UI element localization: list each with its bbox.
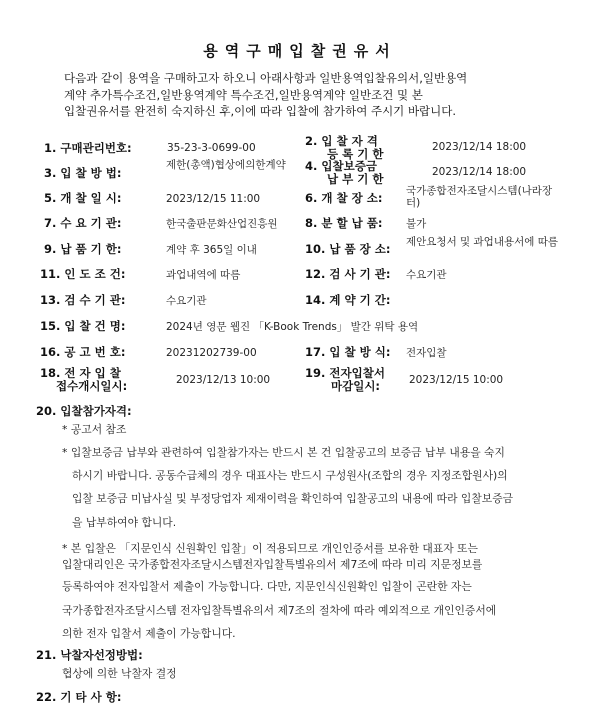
item-4-value: 2023/12/14 18:00 [432, 166, 527, 178]
item-12-value: 수요기관 [406, 269, 447, 281]
section-20-line: 등록하여야 전자입찰서 제출이 가능합니다. 다만, 지문인식신원확인 입찰이 곤란한 자는 [62, 580, 472, 593]
item-15-value: 2024년 영문 웹진 「K-Book Trends」 발간 위탁 용역 [166, 321, 419, 333]
item-19-label: 19. 전자입찰서 마감일시: [305, 366, 385, 393]
item-17-value: 전자입찰 [406, 347, 447, 359]
item-1-label: 1. 구매관리번호: [44, 141, 132, 155]
document-title: 용역구매입찰권유서 [203, 42, 397, 60]
section-20-line: 을 납부하여야 합니다. [72, 516, 177, 529]
item-2-value: 2023/12/14 18:00 [432, 141, 527, 153]
item-17-label: 17. 입 찰 방 식: [305, 345, 391, 359]
section-20-line: * 입찰보증금 납부와 관련하여 입찰참가자는 반드시 본 건 입찰공고의 보증금 납부 내용을 숙지 [62, 446, 505, 459]
item-13-label: 13. 검 수 기 관: [40, 293, 126, 307]
section-21-line: 협상에 의한 낙찰자 결정 [62, 667, 177, 680]
item-13-value: 수요기관 [166, 295, 207, 307]
intro-line: 입찰권유서를 완전히 숙지하신 후,이에 따라 입찰에 참가하여 주시기 바랍니다. [64, 104, 457, 118]
item-18-label: 18. 전 자 입 찰 접수개시일시: [40, 366, 128, 393]
item-5-label: 5. 개 찰 일 시: [44, 191, 122, 205]
item-12-label: 12. 검 사 기 관: [305, 267, 391, 281]
item-2-label: 2. 입 찰 자 격 등 록 기 한 [305, 134, 384, 161]
item-4-label: 4. 입찰보증금 납 부 기 한 [305, 159, 384, 186]
item-8-label: 8. 분 할 납 품: [305, 216, 383, 230]
intro-line: 계약 추가특수조건,일반용역계약 특수조건,일반용역계약 일반조건 및 본 [64, 87, 423, 102]
item-16-label: 16. 공 고 번 호: [40, 345, 126, 359]
item-6-label: 6. 개 찰 장 소: [305, 191, 383, 205]
item-8-value: 불가 [406, 218, 427, 230]
section-20-line: 하시기 바랍니다. 공동수급체의 경우 대표사는 반드시 구성원사(조합의 경우 지정조합원사)의 [72, 469, 508, 482]
item-5-value: 2023/12/15 11:00 [166, 193, 261, 205]
section-20-line: 의한 전자 입찰서 제출이 가능합니다. [62, 627, 236, 640]
item-9-label: 9. 납 품 기 한: [44, 242, 122, 256]
item-10-value: 제안요청서 및 과업내용서에 따름 [406, 236, 559, 248]
item-11-label: 11. 인 도 조 건: [40, 267, 126, 281]
section-20-line: 입찰 보증금 미납사실 및 부정당업자 제재이력을 확인하여 입찰공고의 내용에 따라 입찰보증금 [72, 492, 514, 505]
item-9-value: 계약 후 365일 이내 [166, 244, 257, 256]
intro-paragraph [64, 70, 564, 120]
item-15-label: 15. 입 찰 건 명: [40, 319, 126, 333]
item-18-value: 2023/12/13 10:00 [176, 374, 271, 386]
item-19-value: 2023/12/15 10:00 [409, 374, 504, 386]
item-14-label: 14. 계 약 기 간: [305, 293, 391, 307]
item-11-value: 과업내역에 따름 [166, 269, 241, 281]
item-6-value: 국가종합전자조달시스템(나라장터) [406, 185, 553, 209]
section-20-line: 국가종합전자조달시스템 전자입찰특별유의서 제7조의 절차에 따라 예외적으로 개인인증서에 [62, 604, 497, 617]
item-7-value: 한국출판문화산업진흥원 [166, 218, 278, 230]
item-3-label: 3. 입 찰 방 법: [44, 166, 122, 180]
section-20-title: 20. 입찰참가자격: [36, 404, 132, 418]
item-10-label: 10. 납 품 장 소: [305, 242, 391, 256]
intro-line: 다음과 같이 용역을 구매하고자 하오니 아래사항과 일반용역입찰유의서,일반용역 [64, 71, 468, 85]
item-1-value: 35-23-3-0699-00 [167, 142, 256, 154]
section-20-line: * 공고서 참조 [62, 423, 127, 436]
item-16-value: 20231202739-00 [166, 347, 257, 359]
item-3-value: 제한(총액)협상에의한계약 [166, 159, 286, 171]
section-20-line: 입찰대리인은 국가종합전자조달시스템전자입찰특별유의서 제7조에 따라 미리 지문정보를 [62, 558, 483, 571]
item-7-label: 7. 수 요 기 관: [44, 216, 122, 230]
section-22-title: 22. 기 타 사 항: [36, 690, 122, 704]
section-21-title: 21. 낙찰자선정방법: [36, 648, 143, 662]
section-20-line: * 본 입찰은 「지문인식 신원확인 입찰」이 적용되므로 개인인증서를 보유한 대표자 또는 [62, 542, 478, 555]
